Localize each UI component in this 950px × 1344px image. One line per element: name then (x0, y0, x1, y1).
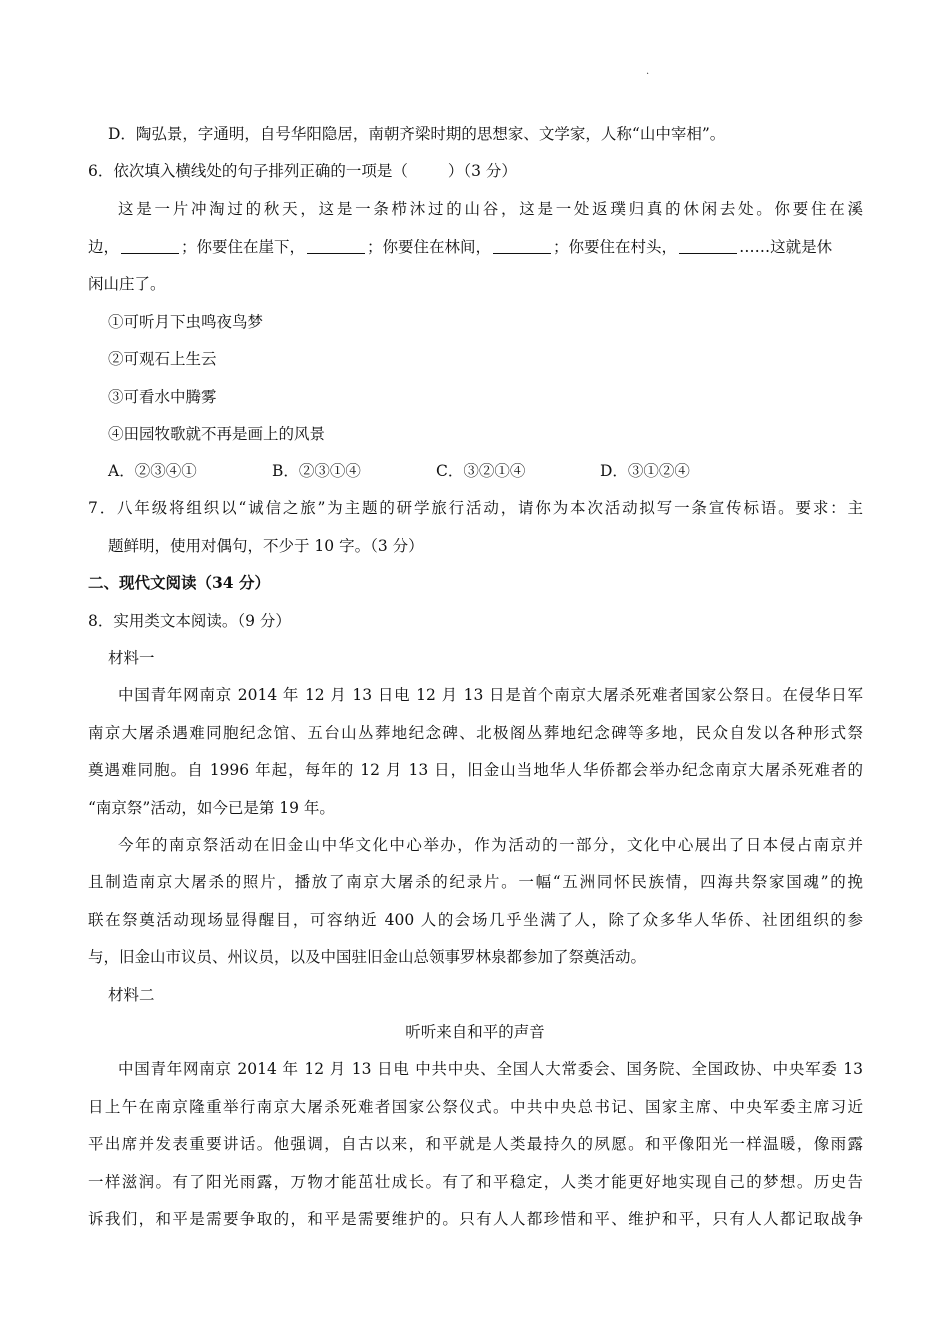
q6-sentence-1: ①可听月下虫鸣夜鸟梦 (108, 313, 264, 331)
q6-stem (88, 160, 517, 182)
page-dot: . (646, 66, 650, 77)
q6-passage-line-3: 闲山庄了。 (88, 275, 166, 293)
q6-passage-line-2 (88, 236, 832, 258)
m2-line-5: 诉我们，和平是需要争取的，和平是需要维护的。只有人人都珍惜和平、维护和平，只有人人都记取战争 (88, 1210, 863, 1228)
q6-stem-score: ）（3 分） (447, 162, 517, 180)
q6-sentence-2: ②可观石上生云 (108, 350, 217, 368)
m1-p2-line-1: 今年的南京祭活动在旧金山中华文化中心举办，作为活动的一部分，文化中心展出了日本侵占南京并 (118, 836, 863, 854)
q6-option-d[interactable]: D．③①②④ (600, 462, 690, 480)
q6-option-b[interactable]: B．②③①④ (272, 462, 361, 480)
q6-blank-1[interactable] (121, 237, 179, 254)
q6-blank-2[interactable] (307, 237, 365, 254)
m1-p1-line-2: 南京大屠杀遇难同胞纪念馆、五台山丛葬地纪念碑、北极阁丛葬地纪念碑等多地，民众自发以各种形式祭 (88, 724, 863, 742)
q6-p2-c: ；你要住在林间， (367, 238, 492, 256)
m2-line-3: 平出席并发表重要讲话。他强调，自古以来，和平就是人类最持久的夙愿。和平像阳光一样温暖，像雨露 (88, 1135, 863, 1153)
q6-p2-a: 边， (88, 238, 120, 256)
m1-p2-line-4: 与，旧金山市议员、州议员，以及中国驻旧金山总领事罗林泉都参加了祭奠活动。 (88, 948, 647, 966)
material-2-label: 材料二 (108, 986, 155, 1004)
material-1-label: 材料一 (108, 649, 155, 667)
q6-options (108, 460, 764, 482)
material-2-title: 听听来自和平的声音 (405, 1023, 545, 1041)
section-2-heading: 二、现代文阅读（34 分） (88, 573, 270, 592)
q6-sentence-4: ④田园牧歌就不再是画上的风景 (108, 425, 326, 443)
q6-sentence-3: ③可看水中腾雾 (108, 388, 217, 406)
q6-p2-d: ；你要住在村头， (553, 238, 678, 256)
q6-option-a[interactable]: A．②③④① (108, 462, 197, 480)
q8-heading: 8．实用类文本阅读。（9 分） (88, 612, 291, 630)
q6-blank-4[interactable] (679, 237, 737, 254)
q6-p2-e: ……这就是休 (739, 238, 833, 256)
q6-passage-line-1: 这是一片冲淘过的秋天，这是一条栉沐过的山谷，这是一处返璞归真的休闲去处。你要住在溪 (118, 200, 863, 218)
m2-line-4: 一样滋润。有了阳光雨露，万物才能茁壮成长。有了和平稳定，人类才能更好地实现自己的梦想。历史告 (88, 1173, 863, 1191)
m1-p1-line-3: 奠遇难同胞。自 1996 年起，每年的 12 月 13 日，旧金山当地华人华侨都会举办纪念南京大屠杀死难者的 (88, 761, 863, 779)
q6-blank-3[interactable] (493, 237, 551, 254)
m1-p2-line-3: 联在祭奠活动现场显得醒目，可容纳近 400 人的会场几乎坐满了人，除了众多华人华侨、社团组织的参 (88, 911, 863, 929)
q6-option-c[interactable]: C．③②①④ (436, 462, 526, 480)
m1-p1-line-1: 中国青年网南京 2014 年 12 月 13 日电 12 月 13 日是首个南京大屠杀死难者国家公祭日。在侵华日军 (118, 686, 863, 704)
m2-line-2: 日上午在南京隆重举行南京大屠杀死难者国家公祭仪式。中共中央总书记、国家主席、中央军委主席习近 (88, 1098, 863, 1116)
m2-line-1: 中国青年网南京 2014 年 12 月 13 日电 中共中央、全国人大常委会、国务院、全国政协、中央军委 13 (118, 1060, 863, 1078)
q5-option-d: D．陶弘景，字通明，自号华阳隐居，南朝齐梁时期的思想家、文学家，人称“山中宰相”。 (108, 125, 726, 143)
m1-p2-line-2: 且制造南京大屠杀的照片，播放了南京大屠杀的纪录片。一幅“五洲同怀民族情，四海共祭家国魂”的挽 (88, 873, 863, 891)
q7-line-1: 7．八年级将组织以“诚信之旅”为主题的研学旅行活动，请你为本次活动拟写一条宣传标语。要求：主 (88, 499, 863, 517)
m1-p1-line-4: “南京祭”活动，如今已是第 19 年。 (88, 799, 335, 817)
q6-stem-text: 6．依次填入横线处的句子排列正确的一项是（ (88, 162, 408, 180)
q7-line-2: 题鲜明，使用对偶句，不少于 10 字。（3 分） (108, 537, 424, 555)
q6-p2-b: ；你要住在崖下， (181, 238, 306, 256)
